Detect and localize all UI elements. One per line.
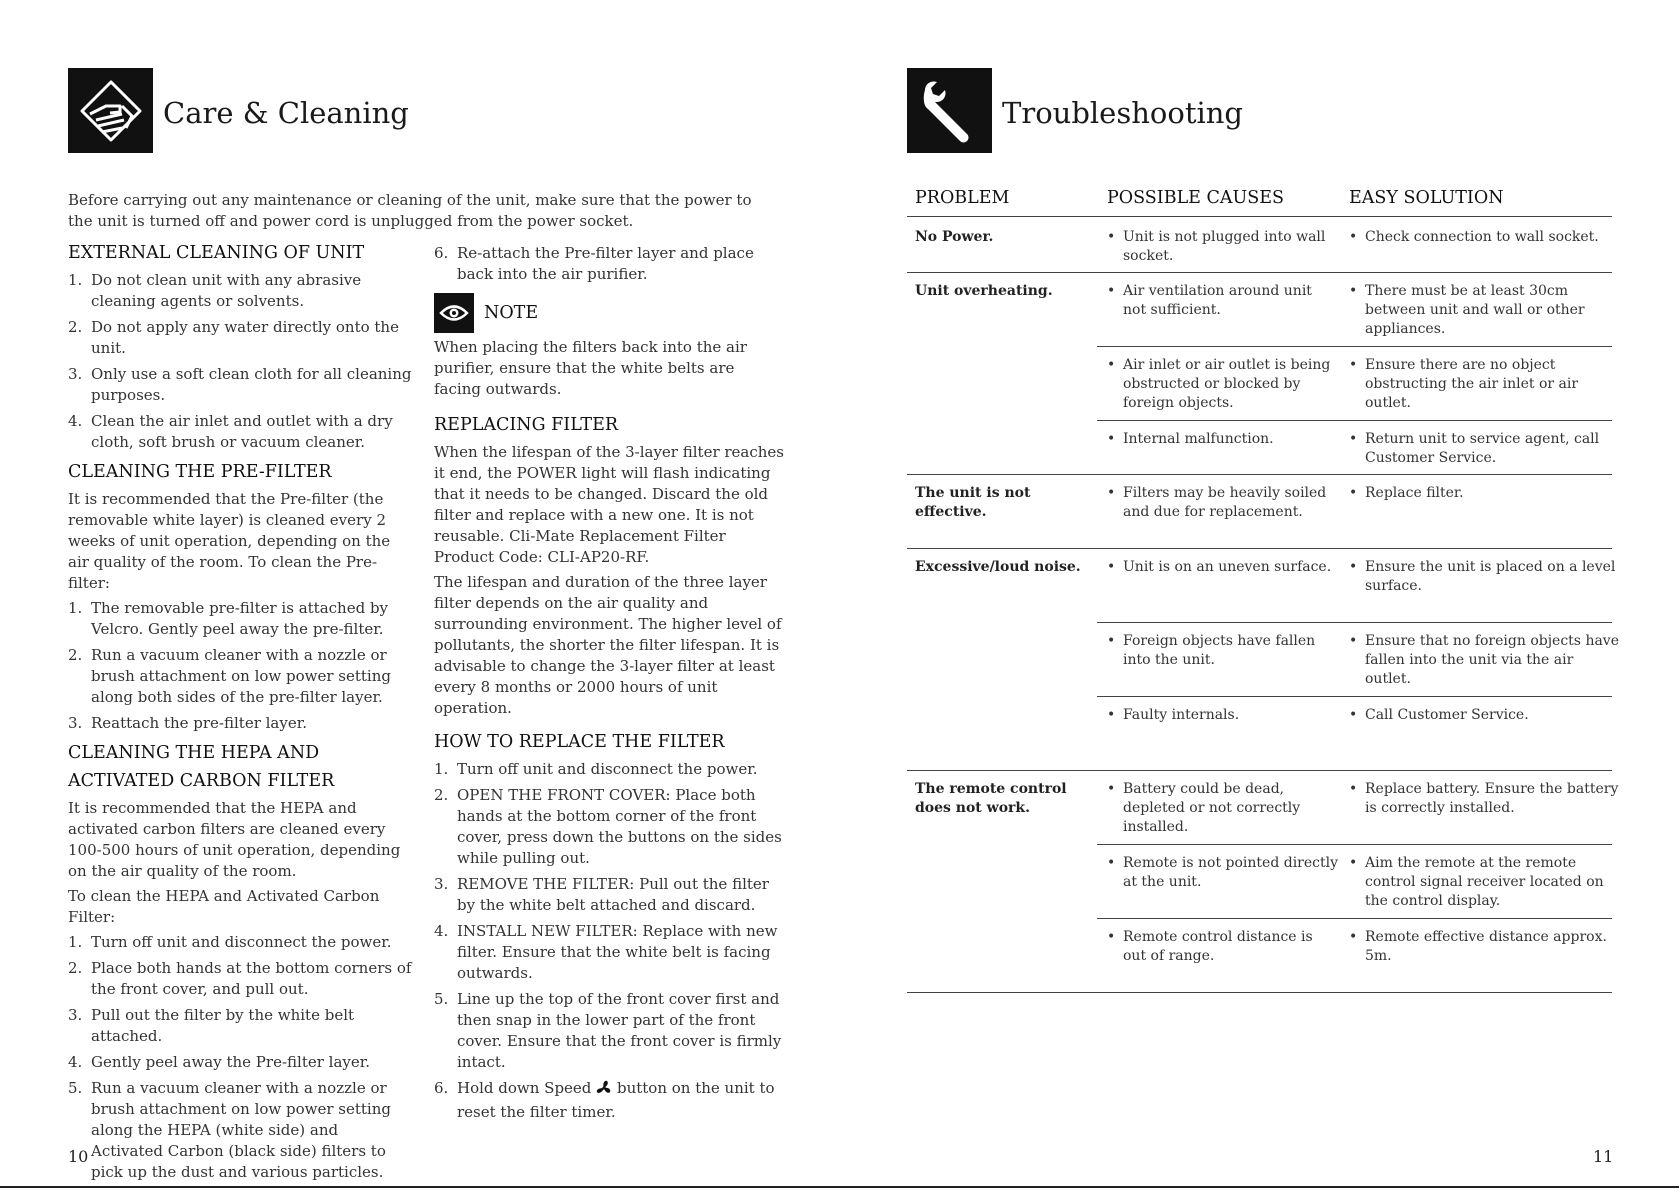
solution-cell: • Return unit to service agent, call Customer Service. — [1347, 430, 1620, 468]
cause-cell: • Remote is not pointed directly at the unit. — [1105, 854, 1338, 892]
paragraph: The lifespan and duration of the three layer filter depends on the air quality and surrounding environment. The higher level of pollutants, the shorter the filter lifespan. It is advisable to change the 3-layer filter at least every 8 months or 2000 hours of unit operation. — [434, 573, 782, 717]
column-header-solution: EASY SOLUTION — [1349, 188, 1504, 208]
problem-cell: Excessive/loud noise. — [915, 559, 1081, 575]
solution-cell: • Ensure there are no object obstructing the air inlet or air outlet. — [1347, 356, 1620, 413]
replacing-filter-section — [434, 414, 784, 719]
list-item: 4. INSTALL NEW FILTER: Replace with new filter. Ensure that the white belt is facing outwards. — [434, 922, 778, 982]
solution-cell: • Replace battery. Ensure the battery is correctly installed. — [1347, 780, 1620, 818]
problem-cell: No Power. — [915, 229, 994, 245]
solution-cell: • Call Customer Service. — [1347, 706, 1620, 725]
cause-cell: • Filters may be heavily soiled and due for replacement. — [1105, 484, 1338, 522]
cause-cell: • Unit is on an uneven surface. — [1105, 558, 1338, 577]
cause-cell: • Internal malfunction. — [1105, 430, 1338, 449]
list-item: 2. Place both hands at the bottom corners of the front cover, and pull out. — [68, 959, 412, 998]
problem-cell: The remote control does not work. — [915, 781, 1067, 816]
fan-icon — [596, 1080, 612, 1102]
bottom-divider — [0, 1186, 1679, 1188]
how-to-replace-section — [434, 731, 784, 1123]
section-intro: It is recommended that the HEPA and activated carbon filters are cleaned every 100-500 hours of unit operation, depending on the air quality of the room. — [68, 799, 401, 880]
solution-cell: • Check connection to wall socket. — [1347, 228, 1620, 247]
solution-cell: • Aim the remote at the remote control signal receiver located on the control display. — [1347, 854, 1620, 911]
wrench-icon — [907, 68, 992, 153]
list-item: 5. Line up the top of the front cover first and then snap in the lower part of the front cover. Ensure that the front cover is firmly intact. — [434, 990, 782, 1071]
table-row — [907, 770, 1619, 993]
column-header-causes: POSSIBLE CAUSES — [1107, 188, 1285, 208]
cause-cell: • Air ventilation around unit not sufficient. — [1105, 282, 1338, 320]
list-item: 1. Turn off unit and disconnect the power. — [434, 760, 758, 778]
list-item: 3. REMOVE THE FILTER: Pull out the filter by the white belt attached and discard. — [434, 875, 769, 914]
cause-cell: • Remote control distance is out of range. — [1105, 928, 1338, 966]
list-item: 1. Turn off unit and disconnect the power. — [68, 933, 392, 951]
page-title: Troubleshooting — [1002, 96, 1243, 130]
problem-cell: The unit is not effective. — [915, 485, 1031, 520]
cause-cell: • Foreign objects have fallen into the unit. — [1105, 632, 1338, 670]
note-label: NOTE — [484, 303, 539, 323]
section-intro: It is recommended that the Pre-filter (the removable white layer) is cleaned every 2 weeks of unit operation, depending on the air quality of the room. To clean the Pre-filter: — [68, 490, 391, 592]
hepa-carbon-section — [68, 742, 413, 1183]
section-heading: REPLACING FILTER — [434, 415, 619, 435]
list-item: 2. Run a vacuum cleaner with a nozzle or brush attachment on low power setting along both sides of the pre-filter layer. — [68, 646, 391, 706]
page-number: 10 — [68, 1147, 89, 1166]
problem-cell: Unit overheating. — [915, 283, 1053, 299]
cause-cell: • Unit is not plugged into wall socket. — [1105, 228, 1338, 266]
solution-cell: • There must be at least 30cm between unit and wall or other appliances. — [1347, 282, 1620, 339]
table-header — [907, 188, 1612, 217]
solution-cell: • Remote effective distance approx. 5m. — [1347, 928, 1620, 966]
left-column — [68, 242, 413, 1191]
eye-icon — [434, 293, 474, 333]
list-item: 5. Run a vacuum cleaner with a nozzle or brush attachment on low power setting along the HEPA (white side) and Activated Carbon (black side) filters to pick up the dust and various particles. — [68, 1079, 391, 1181]
section-heading-line1: CLEANING THE HEPA AND — [68, 743, 320, 763]
section-heading: HOW TO REPLACE THE FILTER — [434, 732, 725, 752]
cause-cell: • Battery could be dead, depleted or not correctly installed. — [1105, 780, 1338, 837]
list-item: 6. Re-attach the Pre-filter layer and place back into the air purifier. — [434, 244, 754, 283]
column-header-problem: PROBLEM — [915, 188, 1010, 208]
paragraph: When the lifespan of the 3-layer filter reaches it end, the POWER light will flash indicating that it needs to be changed. Discard the old filter and replace with a new one. It is not reusable. Cli-Mate Replacement Filter Product Code: CLI-AP20-RF. — [434, 443, 785, 566]
list-item: 3. Pull out the filter by the white belt attached. — [68, 1006, 355, 1045]
right-column — [434, 243, 784, 1131]
pre-filter-section — [68, 461, 413, 734]
list-item: 3. Only use a soft clean cloth for all cleaning purposes. — [68, 365, 412, 404]
solution-cell: • Ensure that no foreign objects have fallen into the unit via the air outlet. — [1347, 632, 1620, 689]
table-row — [907, 548, 1619, 771]
cause-cell: • Air inlet or air outlet is being obstructed or blocked by foreign objects. — [1105, 356, 1338, 413]
list-item: 4. Gently peel away the Pre-filter layer. — [68, 1053, 371, 1071]
list-item: 4. Clean the air inlet and outlet with a dry cloth, soft brush or vacuum cleaner. — [68, 412, 393, 451]
list-item: 1. The removable pre-filter is attached by Velcro. Gently peel away the pre-filter. — [68, 599, 389, 638]
table-row — [907, 474, 1612, 549]
hand-wiping-icon — [68, 68, 153, 153]
list-item: 3. Reattach the pre-filter layer. — [68, 714, 308, 732]
solution-cell: • Replace filter. — [1347, 484, 1620, 503]
page-number: 11 — [1593, 1147, 1614, 1166]
intro-paragraph: Before carrying out any maintenance or cleaning of the unit, make sure that the power to the unit is turned off and power cord is unplugged from the power socket. — [68, 191, 752, 230]
note-box — [434, 293, 784, 333]
list-item: 2. OPEN THE FRONT COVER: Place both hands at the bottom corner of the front cover, press down the buttons on the sides while pulling out. — [434, 786, 782, 867]
section-intro-2: To clean the HEPA and Activated Carbon Filter: — [68, 887, 380, 926]
solution-cell: • Ensure the unit is placed on a level surface. — [1347, 558, 1620, 596]
page-title: Care & Cleaning — [163, 96, 409, 130]
section-heading: EXTERNAL CLEANING OF UNIT — [68, 243, 365, 263]
cause-cell: • Faulty internals. — [1105, 706, 1338, 725]
list-item: 1. Do not clean unit with any abrasive cleaning agents or solvents. — [68, 271, 362, 310]
section-heading-line2: ACTIVATED CARBON FILTER — [68, 771, 335, 791]
external-cleaning-section — [68, 242, 413, 453]
section-heading: CLEANING THE PRE-FILTER — [68, 462, 332, 482]
list-item: 2. Do not apply any water directly onto the unit. — [68, 318, 399, 357]
table-row — [907, 272, 1612, 475]
table-row — [907, 218, 1612, 273]
note-text: When placing the filters back into the air purifier, ensure that the white belts are facing outwards. — [434, 338, 747, 398]
list-item: 6. Hold down Speed button on the unit to reset the filter timer. — [434, 1079, 775, 1121]
